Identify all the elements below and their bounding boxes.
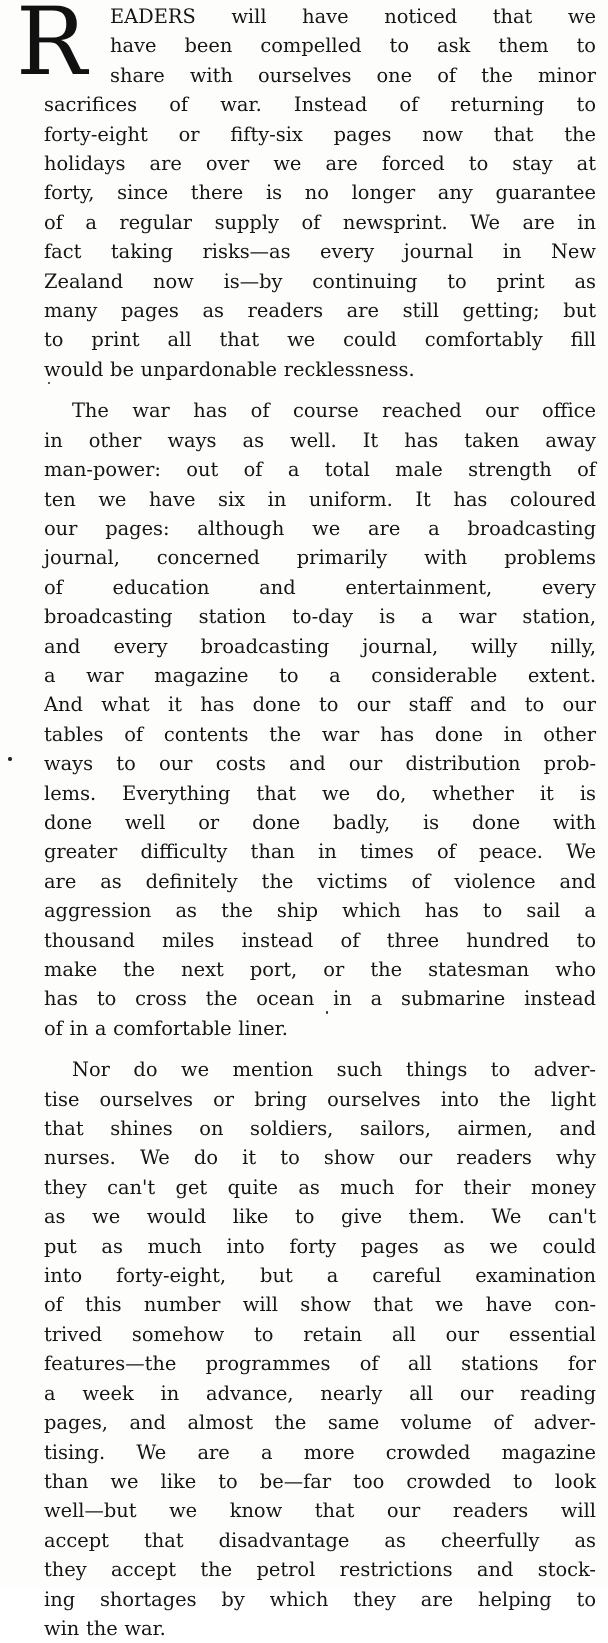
text-line: tables of contents the war has done in other [44, 722, 596, 746]
text-line: our pages: although we are a broadcasting [44, 516, 596, 540]
text-line: they can't get quite as much for their money [44, 1175, 596, 1199]
text-line: man-power: out of a total male strength of [44, 458, 596, 482]
text-line: ing shortages by which they are helping to [44, 1587, 596, 1611]
text-line: as we would like to give them. We can't [44, 1205, 596, 1229]
text-line: of in a comfortable liner. [44, 1016, 288, 1040]
text-line: pages, and almost the same volume of adver- [44, 1411, 596, 1435]
text-line: in other ways as well. It has taken away [44, 428, 596, 452]
text-line: thousand miles instead of three hundred to [44, 928, 596, 952]
text-line: journal, concerned primarily with problems [44, 546, 596, 570]
text-line: forty-eight or fifty-six pages now that the [44, 122, 596, 146]
text-line: aggression as the ship which has to sail a [44, 899, 596, 923]
text-line: are as definitely the victims of violence and [44, 869, 596, 893]
text-line: ways to our costs and our distribution prob- [44, 752, 596, 776]
text-line: And what it has done to our staff and to our [44, 693, 596, 717]
lead-paragraph-opening [16, 0, 596, 97]
text-line: done well or done badly, is done with [44, 810, 596, 834]
text-line: Zealand now is—by continuing to print as [44, 269, 596, 293]
text-line: into forty-eight, but a careful examination [44, 1264, 596, 1288]
text-line: broadcasting station to-day is a war station, [44, 605, 596, 629]
text-line: tising. We are a more crowded magazine [44, 1440, 596, 1464]
text-line: of this number will show that we have con- [44, 1293, 596, 1317]
text-line: fact taking risks—as every journal in New [44, 240, 596, 264]
paragraph-3 [44, 1055, 596, 1643]
text-line: have been compelled to ask them to [110, 34, 596, 58]
paragraph-1 [44, 90, 596, 384]
text-line: of a regular supply of newsprint. We are in [44, 210, 596, 234]
text-line: accept that disadvantage as cheerfully as [44, 1528, 596, 1552]
text-line: would be unpardonable recklessness. [44, 357, 415, 381]
text-line: many pages as readers are still getting; but [44, 299, 596, 323]
text-line: trived somehow to retain all our essential [44, 1322, 596, 1346]
text-line: a war magazine to a considerable extent. [44, 663, 596, 687]
text-line: of education and entertainment, every [44, 575, 596, 599]
text-line: ten we have six in uniform. It has coloured [44, 487, 596, 511]
text-line: nurses. We do it to show our readers why [44, 1146, 596, 1170]
text-line: EADERS will have noticed that we [110, 5, 596, 28]
text-line: Nor do we mention such things to adver- [72, 1058, 596, 1082]
text-line: that shines on soldiers, sailors, airmen, and [44, 1117, 596, 1141]
text-line: has to cross the ocean in a submarine instead [44, 987, 596, 1011]
text-line: share with ourselves one of the minor [110, 63, 596, 87]
text-line: win the war. [44, 1616, 166, 1640]
editorial-article [16, 0, 596, 1643]
ink-speck [48, 382, 50, 384]
text-line: make the next port, or the statesman who [44, 958, 596, 981]
text-line: and every broadcasting journal, willy nilly, [44, 634, 596, 658]
ink-speck [326, 1011, 328, 1014]
text-line: put as much into forty pages as we could [44, 1234, 596, 1258]
text-line: they accept the petrol restrictions and stock- [44, 1558, 596, 1582]
drop-cap: R [16, 0, 87, 97]
text-line: sacrifices of war. Instead of returning to [44, 93, 596, 117]
text-line: The war has of course reached our office [72, 399, 596, 423]
text-line: features—the programmes of all stations for [44, 1352, 596, 1376]
paragraph-2 [44, 396, 596, 1043]
text-line: tise ourselves or bring ourselves into the light [44, 1087, 596, 1111]
ink-speck [8, 757, 12, 761]
text-line: forty, since there is no longer any guarantee [44, 181, 596, 205]
text-line: than we like to be—far too crowded to look [44, 1469, 596, 1493]
text-line: a week in advance, nearly all our reading [44, 1381, 596, 1405]
lead-lines [110, 2, 596, 90]
text-line: holidays are over we are forced to stay at [44, 152, 596, 176]
text-line: well—but we know that our readers will [44, 1499, 596, 1523]
text-line: to print all that we could comfortably fill [44, 328, 596, 352]
text-line: lems. Everything that we do, whether it is [44, 781, 596, 805]
text-line: greater difficulty than in times of peace. We [44, 840, 596, 864]
